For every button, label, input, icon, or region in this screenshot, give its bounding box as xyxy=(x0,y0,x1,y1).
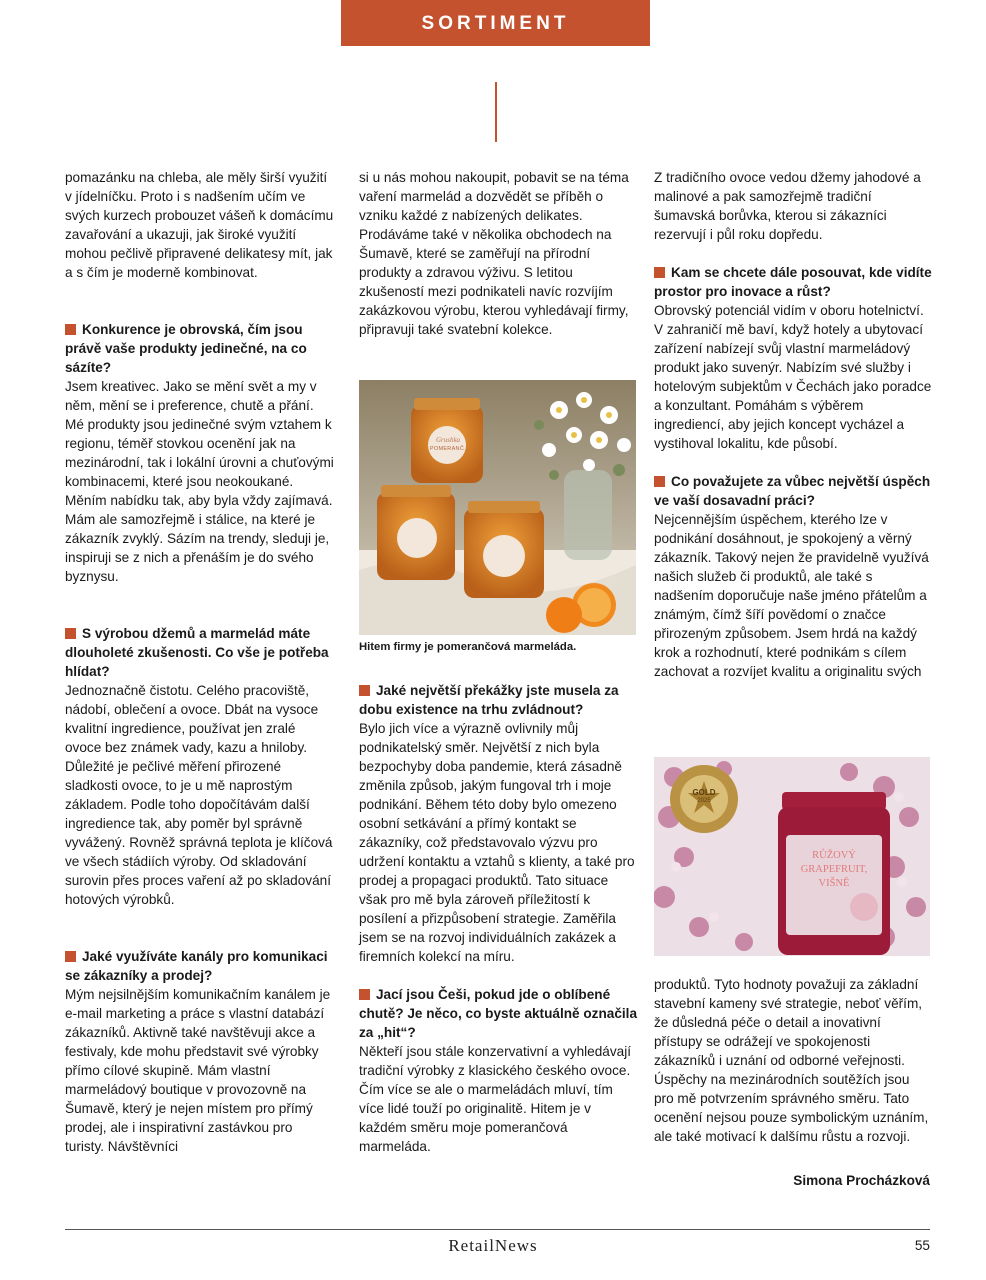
square-bullet-icon xyxy=(65,951,76,962)
square-bullet-icon xyxy=(654,476,665,487)
paragraph: Jednoznačně čistotu. Celého pracoviště, nádobí, oblečení a ovoce. Dbát na vysoce kvalitní ingredience, používat jen zralé ovoce bez známek vady, kazu a hniloby. Důležité je pečlivé měření přirozené sladkosti ovoce, to je u mě naprostým základem. Podle toho dopočítávám další ingredience tak, aby poměr byl správně vyvážený. Rovněž správná teplota je klíčová ve všech stádiích výroby. Od skladování surovin přes proces vaření až po skladování hotových výrobků. xyxy=(65,683,333,907)
question-heading: Jaké největší překážky jste musela za dobu existence na trhu zvládnout? xyxy=(359,683,619,717)
square-bullet-icon xyxy=(65,324,76,335)
jam-jars-photo xyxy=(359,380,636,635)
divider xyxy=(495,82,497,142)
author-signature: Simona Procházková xyxy=(793,1173,930,1188)
column-2-continued xyxy=(359,681,637,1156)
column-2 xyxy=(359,168,637,339)
paragraph: Jsem kreativec. Jako se mění svět a my v něm, mění se i preference, chutě a přání. Mé produkty jsou jedinečné svým vztahem k regionu, téměř stovkou ocenění jak na mezinárodní, tak i lokální úrovni a chuťovými kombinacemi, které jsou neokoukané. Měním nabídku tak, aby byla vždy zajímavá. Mám ale samozřejmě i stálice, na které je zákazník zvyklý. Sázím na trendy, sleduji je, inspiruji se z nich a přenáším je do svého byznysu. xyxy=(65,379,334,584)
question-heading: Co považujete za vůbec největší úspěch ve vaší dosavadní práci? xyxy=(654,474,931,508)
paragraph: si u nás mohou nakoupit, pobavit se na téma vaření marmelád a dozvědět se příběh o vzniku každé z nabízených delikates. Prodáváme také v několika obchodech na Šumavě, které se zaměřují na přírodní produkty a zdravou výživu. S letitou zkušeností mezi podnikateli navíc rozvíjím zakázkovou výrobu, kterou vyhledávají firmy, připravuji také svatební kolekce. xyxy=(359,170,629,337)
jar-label-script: Grushka xyxy=(435,436,461,444)
paragraph: pomazánku na chleba, ale měly širší využití v jídelníčku. Proto i s nadšením učím ve svých kurzech probouzet vášeň k domácímu zavařování a ukazuji, jak široké využití mohou pečlivě připravené delikatesy mít, jak a s čím je moderně kombinovat. xyxy=(65,170,334,280)
paragraph: Někteří jsou stále konzervativní a vyhledávají tradiční výrobky z klasického českého ovoce. Čím více se ale o marmeládách mluví, tím více lidé touží po originalitě. Hitem je v každém směru moje pomerančová marmeláda. xyxy=(359,1044,632,1154)
jar-label-text: RŮŽOVÝ GRAPEFRUIT, VIŠNĚ xyxy=(800,850,868,889)
paragraph: Z tradičního ovoce vedou džemy jahodové a malinové a pak samozřejmě tradiční šumavská borůvka, kterou si zákazníci rezervují i půl roku dopředu. xyxy=(654,170,921,242)
column-3-continued xyxy=(654,975,932,1146)
grapefruit-jar-photo xyxy=(654,757,930,956)
square-bullet-icon xyxy=(65,628,76,639)
paragraph: Bylo jich více a výrazně ovlivnily můj podnikatelský směr. Největší z nich byla bezpochyby doba pandemie, která zásadně změnila způsob, jakým fungoval trh i moje podnikání. Během této doby bylo omezeno osobní setkávání a přímý kontakt se zákazníky, což představovalo výzvu pro udržení kontaktu a vztahů s klienty, a také pro prodej a propagaci produktů. Tato situace však pro mě byla zároveň příležitostí k posílení a přizpůsobení strategie. Zaměřila jsem se na rozvoj individuálních zakázek a firemních kolekcí na míru. xyxy=(359,721,635,964)
question-heading: S výrobou džemů a marmelád máte dlouholeté zkušenosti. Co vše je potřeba hlídat? xyxy=(65,626,329,679)
paragraph: Nejcennějším úspěchem, kterého lze v podnikání dosáhnout, je spokojený a věrný zákazník. Takový nejen že pravidelně využívá našich služeb či produktů, ale také s nadšením doporučuje naše jméno přátelům a známým, čímž šíří povědomí o značce přirozeným způsobem. Jsem hrdá na každý krok a rozhodnutí, které podnikám s cílem zachovat a rozvíjet kvalitu a originalitu svých xyxy=(654,512,929,679)
question-heading: Kam se chcete dále posouvat, kde vidíte prostor pro inovace a růst? xyxy=(654,265,932,299)
question-heading: Jaké využíváte kanály pro komunikaci se zákazníky a prodej? xyxy=(65,949,328,983)
badge-year: 2025 xyxy=(697,798,711,804)
footer-rule xyxy=(65,1229,930,1230)
question-heading: Jací jsou Češi, pokud jde o oblíbené chutě? Je něco, co byste aktuálně označila za „hit“? xyxy=(359,987,638,1040)
section-banner xyxy=(341,0,650,46)
section-title: SORTIMENT xyxy=(421,13,570,34)
square-bullet-icon xyxy=(359,989,370,1000)
paragraph: Obrovský potenciál vidím v oboru hotelnictví. V zahraničí mě baví, když hotely a ubytovací zařízení nabízejí svůj vlastní marmeládový produkt jako suvenýr. Nabízím své služby i hotelovým subjektům v Čechách jako poradce a konzultant. Pomáhám s výběrem ingrediencí, aby jejich koncept vycházel a vystihoval lokalitu, kde působí. xyxy=(654,303,932,451)
paragraph: produktů. Tyto hodnoty považuji za základní stavební kameny své strategie, neboť věřím, že důsledná péče o detail a inovativní přístupy se odrážejí ve spokojenosti zákazníků i uznání od odborné veřejnosti. Úspěchy na mezinárodních soutěžích jsou pro mě potvrzením správného směru. Tato ocenění nejsou pouze symbolickým uznáním, ale také motivací k dalšímu růstu a rozvoji. xyxy=(654,977,929,1144)
photo-caption: Hitem firmy je pomerančová marmeláda. xyxy=(359,641,577,653)
magazine-brand: RetailNews xyxy=(448,1236,538,1255)
page-number: 55 xyxy=(914,1238,930,1253)
square-bullet-icon xyxy=(654,267,665,278)
badge-gold-text: GOLD xyxy=(692,788,716,797)
question-heading: Konkurence je obrovská, čím jsou právě vaše produkty jedinečné, na co sázíte? xyxy=(65,322,307,375)
square-bullet-icon xyxy=(359,685,370,696)
paragraph: Mým nejsilnějším komunikačním kanálem je e-mail marketing a práce s vlastní databází zákazníků. Aktivně také navštěvuji akce a festivaly, kde mohu představit své výrobky přímo cílové skupině. Mám vlastní marmeládový boutique v provozovně na Šumavě, který je nejen místem pro přímý prodej, ale i inspirativní zastávkou pro turisty. Návštěvníci xyxy=(65,987,331,1154)
jar-label-text: POMERANČ xyxy=(429,446,465,452)
column-1 xyxy=(65,168,335,1156)
jam-jars-illustration xyxy=(359,380,636,635)
column-3 xyxy=(654,168,932,681)
